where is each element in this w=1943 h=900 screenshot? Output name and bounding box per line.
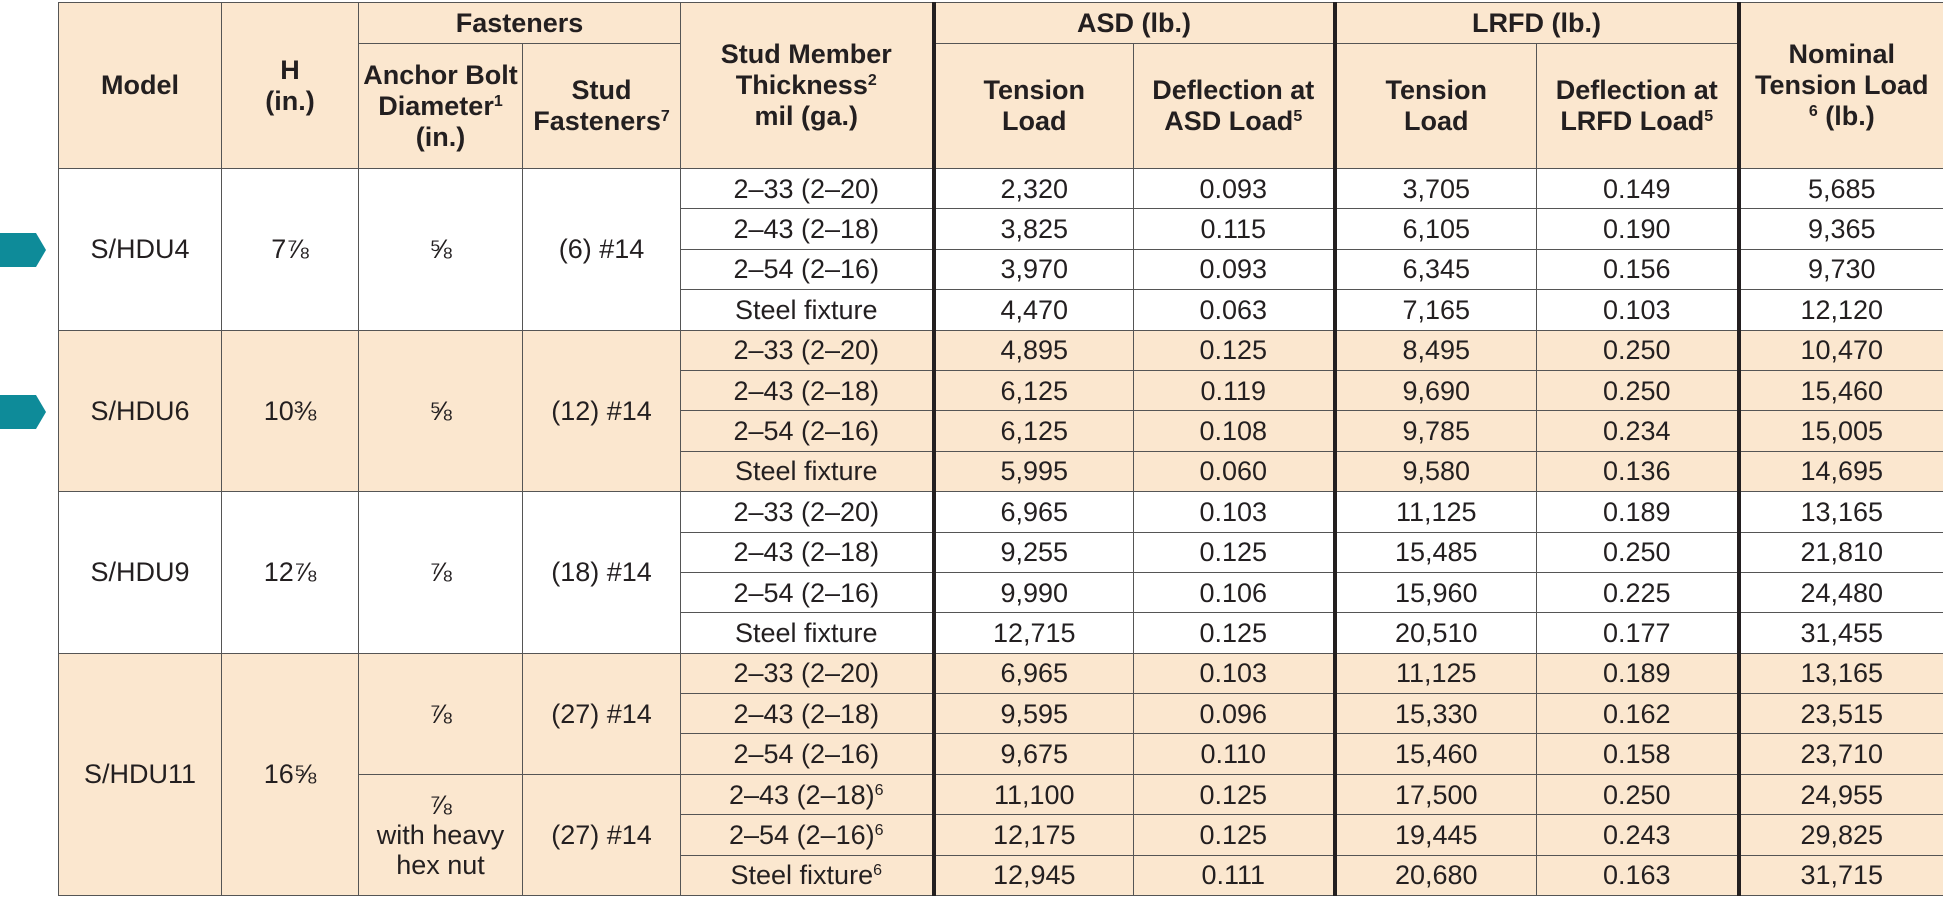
asd-deflection-cell: 0.103 bbox=[1134, 653, 1335, 693]
header-fasteners: Fasteners bbox=[359, 3, 681, 44]
asd-tension-cell: 6,125 bbox=[934, 370, 1134, 410]
lrfd-tension-cell: 11,125 bbox=[1335, 653, 1537, 693]
header-asd-tension: Tension Load bbox=[934, 44, 1134, 169]
thickness-cell: 2–43 (2–18) bbox=[681, 209, 934, 249]
model-cell: S/HDU4 bbox=[59, 169, 222, 331]
nominal-cell: 10,470 bbox=[1739, 330, 1943, 370]
table-row bbox=[59, 330, 1943, 370]
asd-deflection-cell: 0.103 bbox=[1134, 492, 1335, 532]
header-h: H (in.) bbox=[222, 3, 359, 169]
stud-fasteners-cell: (6) #14 bbox=[523, 169, 681, 331]
asd-deflection-cell: 0.115 bbox=[1134, 209, 1335, 249]
thickness-cell: 2–33 (2–20) bbox=[681, 169, 934, 209]
header-lrfd-tension: Tension Load bbox=[1335, 44, 1537, 169]
lrfd-deflection-cell: 0.189 bbox=[1537, 492, 1739, 532]
asd-tension-cell: 3,970 bbox=[934, 249, 1134, 289]
nominal-cell: 13,165 bbox=[1739, 653, 1943, 693]
thickness-cell: 2–43 (2–18) bbox=[681, 532, 934, 572]
asd-tension-cell: 11,100 bbox=[934, 774, 1134, 814]
table-row bbox=[59, 169, 1943, 209]
lrfd-tension-cell: 20,680 bbox=[1335, 855, 1537, 895]
load-table bbox=[58, 2, 1943, 896]
h-cell: 12⅞ bbox=[222, 492, 359, 654]
lrfd-tension-cell: 11,125 bbox=[1335, 492, 1537, 532]
asd-tension-cell: 12,945 bbox=[934, 855, 1134, 895]
nominal-cell: 24,955 bbox=[1739, 774, 1943, 814]
row-marker-s-hdu6-icon bbox=[0, 395, 46, 429]
asd-tension-cell: 9,255 bbox=[934, 532, 1134, 572]
model-cell: S/HDU9 bbox=[59, 492, 222, 654]
asd-tension-cell: 9,595 bbox=[934, 694, 1134, 734]
lrfd-deflection-cell: 0.149 bbox=[1537, 169, 1739, 209]
lrfd-tension-cell: 9,580 bbox=[1335, 451, 1537, 491]
asd-deflection-cell: 0.125 bbox=[1134, 774, 1335, 814]
load-table-container bbox=[58, 2, 1943, 896]
nominal-cell: 23,515 bbox=[1739, 694, 1943, 734]
asd-tension-cell: 12,715 bbox=[934, 613, 1134, 653]
thickness-cell: 2–54 (2–16) bbox=[681, 734, 934, 774]
thickness-cell: 2–54 $(2-16)^6$ bbox=[681, 815, 934, 855]
lrfd-tension-cell: 7,165 bbox=[1335, 290, 1537, 330]
row-marker-s-hdu4-icon bbox=[0, 233, 46, 267]
lrfd-deflection-cell: 0.225 bbox=[1537, 572, 1739, 612]
h-cell: 7⅞ bbox=[222, 169, 359, 331]
asd-deflection-cell: 0.119 bbox=[1134, 370, 1335, 410]
table-row bbox=[59, 653, 1943, 693]
asd-deflection-cell: 0.108 bbox=[1134, 411, 1335, 451]
nominal-cell: 29,825 bbox=[1739, 815, 1943, 855]
asd-tension-cell: 3,825 bbox=[934, 209, 1134, 249]
asd-deflection-cell: 0.110 bbox=[1134, 734, 1335, 774]
nominal-cell: 5,685 bbox=[1739, 169, 1943, 209]
thickness-cell: 2–33 (2–20) bbox=[681, 492, 934, 532]
asd-tension-cell: 2,320 bbox=[934, 169, 1134, 209]
lrfd-deflection-cell: 0.163 bbox=[1537, 855, 1739, 895]
thickness-cell: 2–43 $(2-18)^6$ bbox=[681, 774, 934, 814]
anchor-cell: ⅞ bbox=[359, 492, 523, 654]
thickness-cell: Steel fixture bbox=[681, 451, 934, 491]
thickness-cell: 2–33 (2–20) bbox=[681, 330, 934, 370]
thickness-cell: 2–43 (2–18) bbox=[681, 370, 934, 410]
stud-fasteners-cell: (27) #14 bbox=[523, 774, 681, 895]
lrfd-deflection-cell: 0.156 bbox=[1537, 249, 1739, 289]
stud-fasteners-cell: (12) #14 bbox=[523, 330, 681, 492]
header-asd-deflection: Deflection at ASD Load$^5$ bbox=[1134, 44, 1335, 169]
thickness-cell: 2–54 (2–16) bbox=[681, 249, 934, 289]
table-row bbox=[59, 492, 1943, 532]
lrfd-tension-cell: 20,510 bbox=[1335, 613, 1537, 653]
header-anchor-bolt: Anchor Bolt Diameter$^1$ (in.) bbox=[359, 44, 523, 169]
stud-fasteners-cell: (18) #14 bbox=[523, 492, 681, 654]
thickness-cell: 2–43 (2–18) bbox=[681, 694, 934, 734]
asd-deflection-cell: 0.125 bbox=[1134, 532, 1335, 572]
asd-deflection-cell: 0.093 bbox=[1134, 249, 1335, 289]
nominal-cell: 13,165 bbox=[1739, 492, 1943, 532]
asd-tension-cell: 6,965 bbox=[934, 492, 1134, 532]
header-nominal: Nominal Tension Load $^6$ (lb.) bbox=[1739, 3, 1943, 169]
asd-deflection-cell: 0.060 bbox=[1134, 451, 1335, 491]
asd-tension-cell: 5,995 bbox=[934, 451, 1134, 491]
header-model: Model bbox=[59, 3, 222, 169]
asd-tension-cell: 6,965 bbox=[934, 653, 1134, 693]
anchor-cell: ⅝ bbox=[359, 330, 523, 492]
lrfd-tension-cell: 6,345 bbox=[1335, 249, 1537, 289]
nominal-cell: 15,005 bbox=[1739, 411, 1943, 451]
nominal-cell: 15,460 bbox=[1739, 370, 1943, 410]
asd-deflection-cell: 0.125 bbox=[1134, 330, 1335, 370]
lrfd-deflection-cell: 0.190 bbox=[1537, 209, 1739, 249]
model-cell: S/HDU11 bbox=[59, 653, 222, 895]
lrfd-deflection-cell: 0.162 bbox=[1537, 694, 1739, 734]
lrfd-deflection-cell: 0.250 bbox=[1537, 330, 1739, 370]
nominal-cell: 9,730 bbox=[1739, 249, 1943, 289]
lrfd-deflection-cell: 0.177 bbox=[1537, 613, 1739, 653]
asd-tension-cell: 12,175 bbox=[934, 815, 1134, 855]
thickness-cell: Steel fixture$^6$ bbox=[681, 855, 934, 895]
lrfd-tension-cell: 15,330 bbox=[1335, 694, 1537, 734]
stud-fasteners-cell: (27) #14 bbox=[523, 653, 681, 774]
lrfd-deflection-cell: 0.103 bbox=[1537, 290, 1739, 330]
asd-deflection-cell: 0.096 bbox=[1134, 694, 1335, 734]
header-stud-fasteners: Stud Fasteners$^7$ bbox=[523, 44, 681, 169]
lrfd-tension-cell: 3,705 bbox=[1335, 169, 1537, 209]
header-asd: ASD (lb.) bbox=[934, 3, 1335, 44]
asd-deflection-cell: 0.093 bbox=[1134, 169, 1335, 209]
lrfd-tension-cell: 19,445 bbox=[1335, 815, 1537, 855]
nominal-cell: 21,810 bbox=[1739, 532, 1943, 572]
lrfd-deflection-cell: 0.189 bbox=[1537, 653, 1739, 693]
lrfd-deflection-cell: 0.250 bbox=[1537, 370, 1739, 410]
asd-deflection-cell: 0.111 bbox=[1134, 855, 1335, 895]
lrfd-tension-cell: 15,960 bbox=[1335, 572, 1537, 612]
asd-deflection-cell: 0.063 bbox=[1134, 290, 1335, 330]
lrfd-deflection-cell: 0.158 bbox=[1537, 734, 1739, 774]
lrfd-deflection-cell: 0.234 bbox=[1537, 411, 1739, 451]
nominal-cell: 31,455 bbox=[1739, 613, 1943, 653]
h-cell: 10⅜ bbox=[222, 330, 359, 492]
asd-tension-cell: 4,895 bbox=[934, 330, 1134, 370]
nominal-cell: 24,480 bbox=[1739, 572, 1943, 612]
anchor-cell: ⅝ bbox=[359, 169, 523, 331]
nominal-cell: 9,365 bbox=[1739, 209, 1943, 249]
asd-deflection-cell: 0.106 bbox=[1134, 572, 1335, 612]
lrfd-tension-cell: 17,500 bbox=[1335, 774, 1537, 814]
lrfd-tension-cell: 15,460 bbox=[1335, 734, 1537, 774]
thickness-cell: Steel fixture bbox=[681, 613, 934, 653]
nominal-cell: 14,695 bbox=[1739, 451, 1943, 491]
lrfd-deflection-cell: 0.136 bbox=[1537, 451, 1739, 491]
thickness-cell: 2–54 (2–16) bbox=[681, 572, 934, 612]
lrfd-deflection-cell: 0.243 bbox=[1537, 815, 1739, 855]
lrfd-tension-cell: 9,690 bbox=[1335, 370, 1537, 410]
asd-tension-cell: 6,125 bbox=[934, 411, 1134, 451]
lrfd-deflection-cell: 0.250 bbox=[1537, 532, 1739, 572]
asd-tension-cell: 4,470 bbox=[934, 290, 1134, 330]
anchor-cell-heavy-hex: ⅞ with heavy hex nut bbox=[359, 774, 523, 895]
asd-deflection-cell: 0.125 bbox=[1134, 815, 1335, 855]
lrfd-tension-cell: 8,495 bbox=[1335, 330, 1537, 370]
lrfd-tension-cell: 15,485 bbox=[1335, 532, 1537, 572]
model-cell: S/HDU6 bbox=[59, 330, 222, 492]
lrfd-tension-cell: 9,785 bbox=[1335, 411, 1537, 451]
lrfd-tension-cell: 6,105 bbox=[1335, 209, 1537, 249]
lrfd-deflection-cell: 0.250 bbox=[1537, 774, 1739, 814]
header-stud-thickness: Stud Member Thickness$^2$ mil (ga.) bbox=[681, 3, 934, 169]
thickness-cell: Steel fixture bbox=[681, 290, 934, 330]
nominal-cell: 31,715 bbox=[1739, 855, 1943, 895]
asd-tension-cell: 9,990 bbox=[934, 572, 1134, 612]
thickness-cell: 2–33 (2–20) bbox=[681, 653, 934, 693]
header-lrfd: LRFD (lb.) bbox=[1335, 3, 1739, 44]
nominal-cell: 12,120 bbox=[1739, 290, 1943, 330]
header-lrfd-deflection: Deflection at LRFD Load$^5$ bbox=[1537, 44, 1739, 169]
h-cell: 16⅝ bbox=[222, 653, 359, 895]
asd-deflection-cell: 0.125 bbox=[1134, 613, 1335, 653]
nominal-cell: 23,710 bbox=[1739, 734, 1943, 774]
asd-tension-cell: 9,675 bbox=[934, 734, 1134, 774]
thickness-cell: 2–54 (2–16) bbox=[681, 411, 934, 451]
anchor-cell: ⅞ bbox=[359, 653, 523, 774]
